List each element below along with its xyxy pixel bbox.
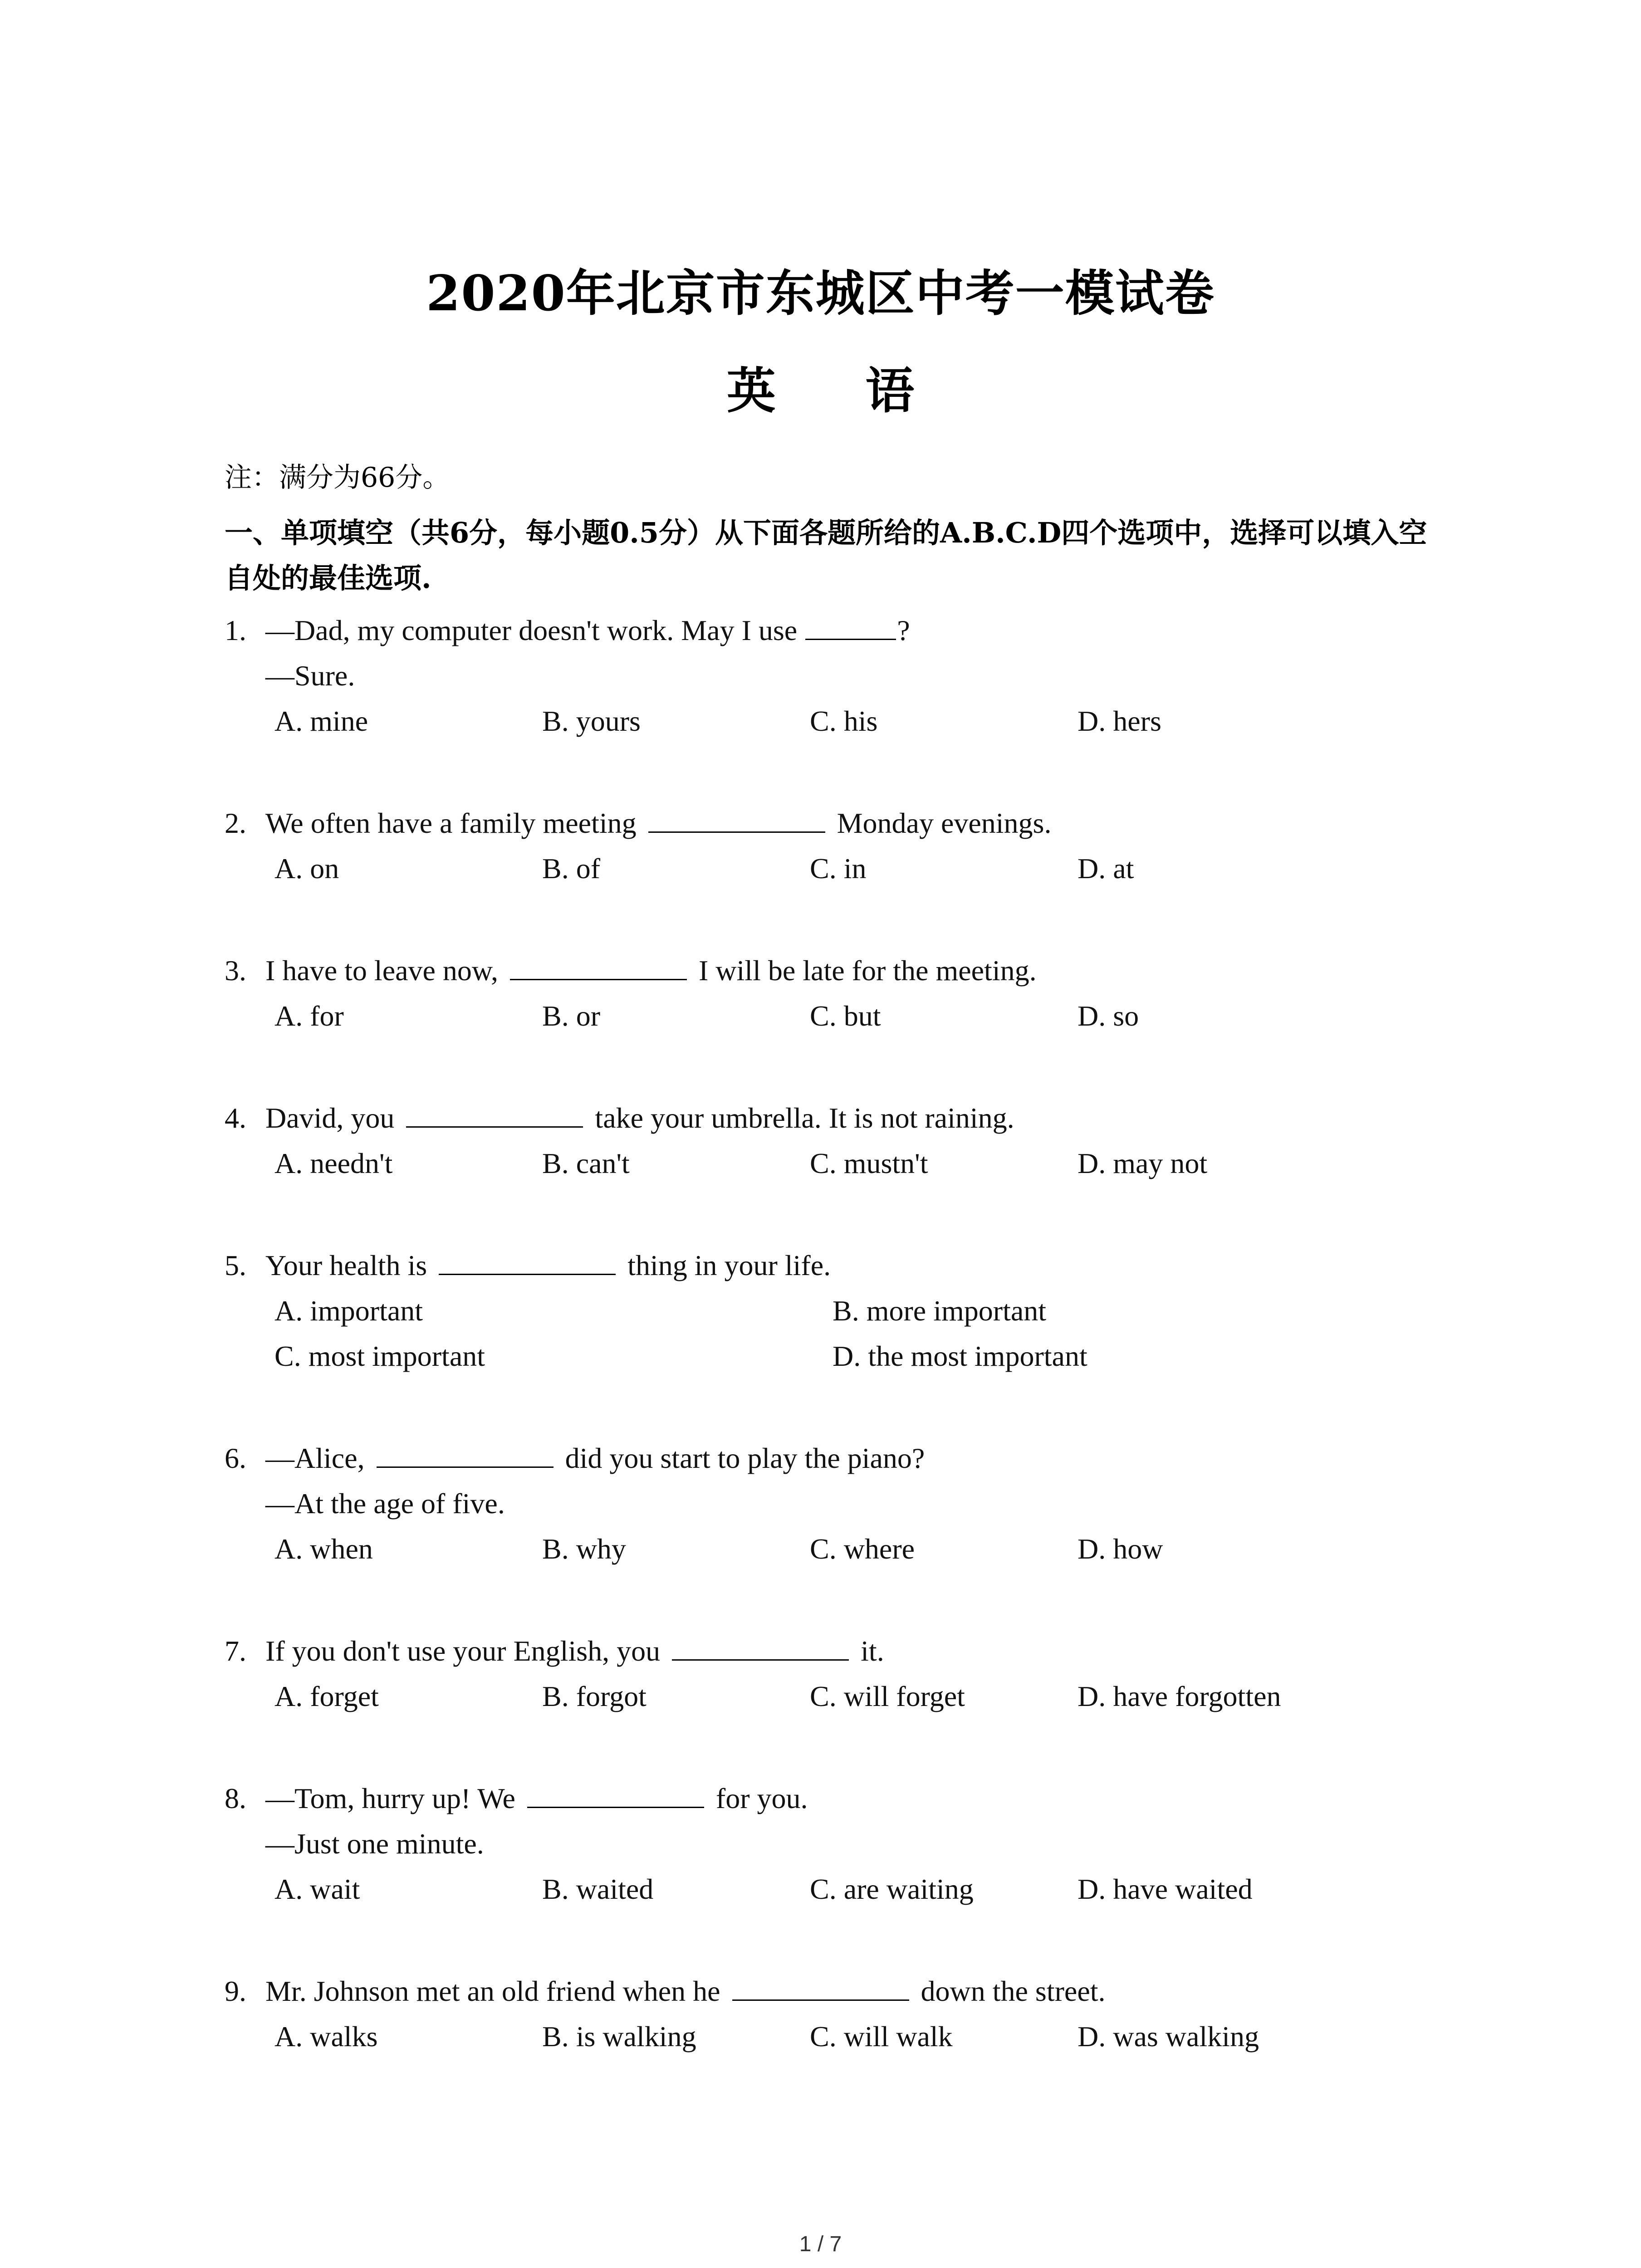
question-reply: —Just one minute. <box>265 1828 484 1860</box>
option-a[interactable]: A. forget <box>274 1680 379 1712</box>
question-stem: —Dad, my computer doesn't work. May I use ? <box>265 608 910 653</box>
option-a[interactable]: A. wait <box>274 1873 360 1905</box>
option-b[interactable]: B. yours <box>542 705 641 737</box>
option-b[interactable]: B. waited <box>542 1873 654 1905</box>
option-c[interactable]: C. his <box>810 705 878 737</box>
question-number: 3. <box>225 954 246 987</box>
question-number: 4. <box>225 1102 246 1134</box>
option-d[interactable]: D. have forgotten <box>1078 1680 1281 1712</box>
answer-blank <box>406 1099 583 1128</box>
question-number: 6. <box>225 1442 246 1474</box>
option-d[interactable]: D. the most important <box>833 1340 1087 1372</box>
answer-blank <box>672 1632 849 1661</box>
option-b[interactable]: B. or <box>542 1000 600 1032</box>
option-d[interactable]: D. have waited <box>1078 1873 1253 1905</box>
question-number: 7. <box>225 1635 246 1667</box>
subject-title: 英 语 <box>726 362 951 420</box>
option-d[interactable]: D. how <box>1078 1533 1163 1565</box>
question-reply: —At the age of five. <box>265 1487 505 1520</box>
option-a[interactable]: A. for <box>274 1000 344 1032</box>
option-a[interactable]: A. mine <box>274 705 368 737</box>
option-d[interactable]: D. hers <box>1078 705 1161 737</box>
option-b[interactable]: B. is walking <box>542 2020 696 2053</box>
option-b[interactable]: B. forgot <box>542 1680 647 1712</box>
question-stem: We often have a family meeting Monday evenings. <box>265 801 1051 846</box>
option-a[interactable]: A. needn't <box>274 1147 393 1179</box>
option-c[interactable]: C. are waiting <box>810 1873 974 1905</box>
option-b[interactable]: B. why <box>542 1533 626 1565</box>
question-stem: —Tom, hurry up! We for you. <box>265 1776 808 1821</box>
question-reply: —Sure. <box>265 660 355 692</box>
section-instructions: 一、单项填空（共6分，每小题0.5分）从下面各题所给的A.B.C.D四个选项中，选择可以填入空自处的最佳选项. <box>225 516 1427 595</box>
option-d[interactable]: D. at <box>1078 852 1134 885</box>
question-number: 2. <box>225 807 246 839</box>
option-d[interactable]: D. may not <box>1078 1147 1208 1179</box>
answer-blank <box>648 804 825 833</box>
question-stem: David, you take your umbrella. It is not raining. <box>265 1095 1014 1141</box>
option-a[interactable]: A. important <box>274 1295 423 1327</box>
score-note: 注：满分为66分。 <box>225 462 450 494</box>
answer-blank <box>732 1972 909 2001</box>
option-d[interactable]: D. so <box>1078 1000 1139 1032</box>
answer-blank <box>377 1439 554 1468</box>
question-number: 8. <box>225 1782 246 1814</box>
question-stem: I have to leave now, I will be late for the meeting. <box>265 948 1037 993</box>
option-b[interactable]: B. more important <box>833 1295 1047 1327</box>
question-stem: Mr. Johnson met an old friend when he down the street. <box>265 1969 1106 2014</box>
option-c[interactable]: C. where <box>810 1533 915 1565</box>
question-number: 5. <box>225 1249 246 1281</box>
option-b[interactable]: B. can't <box>542 1147 630 1179</box>
page-number: 1 / 7 <box>799 2232 842 2256</box>
option-c[interactable]: C. mustn't <box>810 1147 928 1179</box>
question-number: 9. <box>225 1975 246 2007</box>
option-c[interactable]: C. in <box>810 852 867 885</box>
question-stem: Your health is thing in your life. <box>265 1243 831 1288</box>
option-b[interactable]: B. of <box>542 852 600 885</box>
question-stem: —Alice, did you start to play the piano? <box>265 1436 925 1481</box>
answer-blank <box>510 952 687 980</box>
question-number: 1. <box>225 614 246 646</box>
answer-blank <box>805 611 896 640</box>
option-a[interactable]: A. on <box>274 852 339 885</box>
exam-title: 2020年北京市东城区中考一模试卷 <box>426 265 1215 322</box>
option-c[interactable]: C. but <box>810 1000 881 1032</box>
option-a[interactable]: A. walks <box>274 2020 378 2053</box>
option-d[interactable]: D. was walking <box>1078 2020 1259 2053</box>
answer-blank <box>527 1779 704 1808</box>
option-c[interactable]: C. most important <box>274 1340 485 1372</box>
option-c[interactable]: C. will walk <box>810 2020 953 2053</box>
option-a[interactable]: A. when <box>274 1533 373 1565</box>
answer-blank <box>439 1246 616 1275</box>
question-stem: If you don't use your English, you it. <box>265 1628 884 1674</box>
option-c[interactable]: C. will forget <box>810 1680 965 1712</box>
